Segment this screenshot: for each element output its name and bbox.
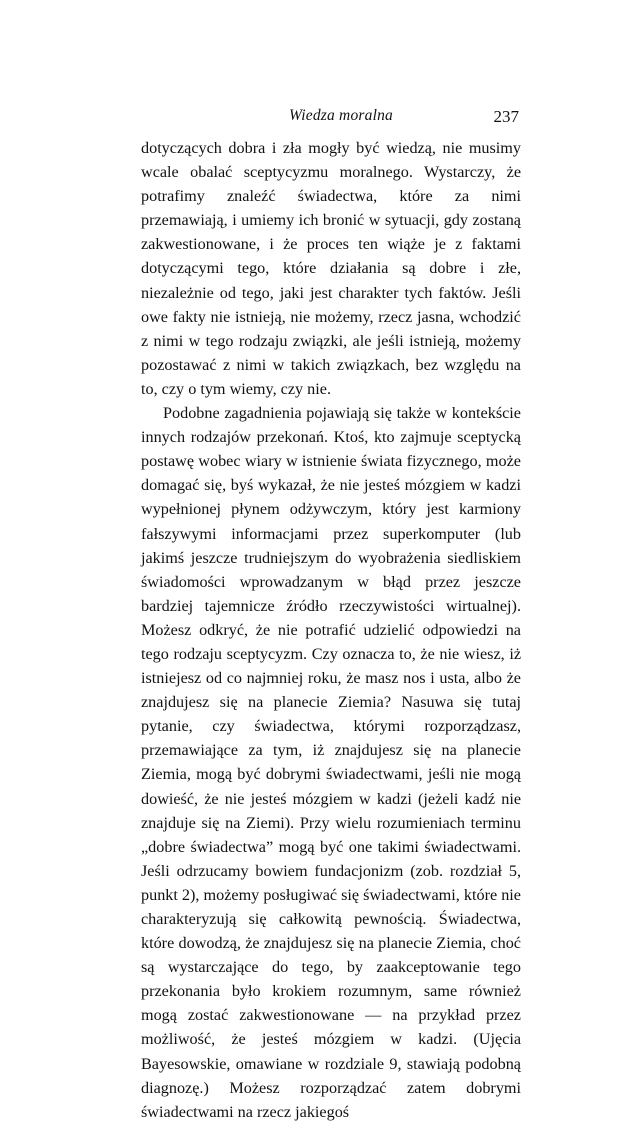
- paragraph-other-beliefs: Podobne zagadnienia pojawiają się także w kontekście innych rodzajów przekonań. Ktoś, kto zajmuje sceptycką postawę wobec wiary w istnienie świata fizycznego, może domagać się, byś wykazał, że nie jesteś mózgiem w kadzi wypełnionej płynem odżywczym, który jest karmiony fałszywymi informacjami przez superkomputer (lub jakimś jeszcze trudniejszym do wyobrażenia siedliskiem świadomości wprowadzanym w błąd przez jeszcze bardziej tajemnicze źródło rzeczywistości wirtualnej). Możesz odkryć, że nie potrafić udzielić odpowiedzi na tego rodzaju sceptycyzm. Czy oznacza to, że nie wiesz, iż istniejesz od co najmniej roku, że masz nos i usta, albo że znajdujesz się na planecie Ziemia? Nasuwa się tutaj pytanie, czy świadectwa, którymi rozporządzasz, przemawiające za tym, iż znajdujesz się na planecie Ziemia, mogą być dobrymi świadectwami, jeśli nie mogą dowieść, że nie jesteś mózgiem w kadzi (jeżeli kadź nie znajduje się na Ziemi). Przy wielu rozumieniach terminu „dobre świadectwa” mogą być one takimi świadectwami. Jeśli odrzucamy bowiem fundacjonizm (zob. rozdział 5, punkt 2), możemy posługiwać się świadectwami, które nie charakteryzują się całkowitą pewnością. Świadectwa, które dowodzą, że znajdujesz się na planecie Ziemia, choć są wystarczające do tego, by zaakceptowanie tego przekonania było krokiem rozumnym, same również mogą zostać zakwestionowane — na przykład przez możliwość, że jesteś mózgiem w kadzi. (Ujęcia Bayesowskie, omawiane w rozdziale 9, stawiają podobną diagnozę.) Możesz rozporządzać zatem dobrymi świadectwami na rzecz jakiegoś: [141, 404, 521, 1121]
- paragraph-continuation: dotyczących dobra i zła mogły być wiedzą, nie musimy wcale obalać sceptycyzmu moralnego. Wystarczy, że potrafimy znaleźć świadectwa, które za nimi przemawiają, i umiemy ich bronić w sytuacji, gdy zostaną zakwestionowane, i że proces ten wiąże je z faktami dotyczącymi tego, które działania są dobre i złe, niezależnie od tego, jaki jest charakter tych faktów. Jeśli owe fakty nie istnieją, nie możemy, rzecz jasna, wchodzić z nimi w tego rodzaju związki, ale jeśli istnieją, możemy pozostawać z nimi w takich związkach, bez względu na to, czy o tym wiemy, czy nie.: [141, 139, 521, 398]
- running-title: Wiedza moralna: [289, 107, 393, 124]
- body-text: [141, 136, 521, 1124]
- running-head: [141, 107, 521, 131]
- page-number: 237: [493, 107, 519, 126]
